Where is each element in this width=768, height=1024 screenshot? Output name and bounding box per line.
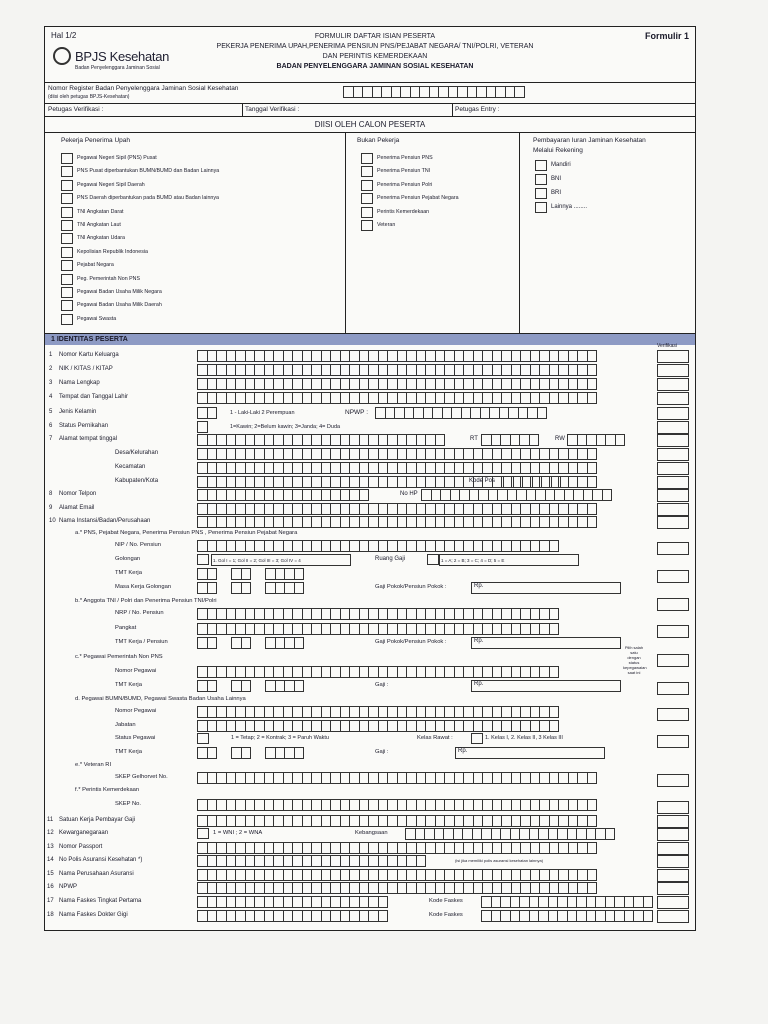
verification-box[interactable] xyxy=(657,462,689,475)
gaji-label: Gaji : xyxy=(375,682,389,688)
nopeg-boxes[interactable] xyxy=(197,706,558,718)
field-label: Tempat dan Tanggal Lahir xyxy=(59,394,128,400)
pilih-note: Pilih salah satu dengan status kepegawaian saat ini xyxy=(623,645,647,675)
page-indicator: Hal 1/2 xyxy=(51,31,77,40)
status-box[interactable] xyxy=(197,421,207,433)
option-label: Penerima Pensiun PNS xyxy=(377,155,433,161)
verification-box[interactable] xyxy=(657,654,689,667)
verification-box[interactable] xyxy=(657,489,689,502)
verification-box[interactable] xyxy=(657,421,689,434)
subfield-label: SKEP No. xyxy=(115,801,141,807)
checkbox-pekerja-11[interactable] xyxy=(61,300,73,311)
kelas-box[interactable] xyxy=(471,733,483,744)
hp-boxes[interactable] xyxy=(421,489,611,501)
subfield-label: Nomor Pegawai xyxy=(115,668,157,674)
npwp-label: NPWP : xyxy=(345,409,368,416)
checkbox-bukan-pekerja-5[interactable] xyxy=(361,220,373,231)
field-label: Nama Faskes Dokter Gigi xyxy=(59,912,128,918)
option-label: Veteran xyxy=(377,222,396,228)
verification-box[interactable] xyxy=(657,598,689,611)
register-number-boxes[interactable] xyxy=(343,86,524,98)
row-number: 5 xyxy=(49,409,53,415)
subfield-label: NIP / No. Pensiun xyxy=(115,542,161,548)
row-number: 12 xyxy=(47,830,54,836)
subfield-label: c.* Pegawai Pemerintah Non PNS xyxy=(75,654,163,660)
checkbox-pekerja-4[interactable] xyxy=(61,207,73,218)
option-label: PNS Pusat diperbantukan BUMN/BUMD dan Badan Lainnya xyxy=(77,168,220,175)
option-label: Kepolisian Republik Indonesia xyxy=(77,248,148,255)
pangkat-boxes[interactable] xyxy=(197,623,558,635)
kewarganegaraan-box[interactable] xyxy=(197,828,209,839)
verification-box[interactable] xyxy=(657,815,689,828)
input-boxes[interactable] xyxy=(197,448,596,460)
verification-row: Petugas Verifikasi : Tanggal Verifikasi : Petugas Entry : xyxy=(45,104,695,117)
checkbox-bukan-pekerja-1[interactable] xyxy=(361,166,373,177)
field-label: NPWP xyxy=(59,884,77,890)
option-label: Mandiri xyxy=(551,162,571,168)
row-number: 14 xyxy=(47,857,54,863)
nopeg-boxes[interactable] xyxy=(197,666,558,678)
checkbox-pekerja-10[interactable] xyxy=(61,287,73,298)
row-number: 8 xyxy=(49,491,53,497)
option-label: TNI Angkatan Udara xyxy=(77,235,125,242)
gaji-pokok-label: Gaji Pokok/Pensiun Pokok : xyxy=(375,639,447,645)
subfield-label: Masa Kerja Golongan xyxy=(115,584,172,590)
subfield-label: SKEP Gelhorvet No. xyxy=(115,774,168,780)
verification-box[interactable] xyxy=(657,682,689,695)
verification-box[interactable] xyxy=(657,434,689,447)
input-boxes[interactable] xyxy=(197,378,596,390)
checkbox-bukan-pekerja-3[interactable] xyxy=(361,193,373,204)
date-boxes[interactable] xyxy=(197,568,216,580)
subfield-label: Golongan xyxy=(115,556,141,562)
marital-options: 1=Kawin; 2=Belum kawin; 3=Janda; 4= Duda xyxy=(230,424,341,430)
date-boxes[interactable] xyxy=(197,747,216,759)
row-number: 11 xyxy=(47,817,54,823)
subfield-label: TMT Kerja / Pensiun xyxy=(115,639,168,645)
checkbox-bank-1[interactable] xyxy=(535,174,547,185)
date-boxes[interactable] xyxy=(231,637,250,649)
faskes-name-boxes[interactable] xyxy=(197,910,387,922)
checkbox-pekerja-5[interactable] xyxy=(61,220,73,231)
row-number: 3 xyxy=(49,380,53,386)
input-boxes[interactable] xyxy=(197,364,596,376)
ruang-label: Ruang Gaji xyxy=(375,556,406,562)
input-boxes[interactable] xyxy=(197,462,596,474)
hp-label: No HP xyxy=(400,491,418,497)
option-label: Pegawai Negeri Sipil (PNS) Pusat xyxy=(77,155,157,161)
identity-band: 1 IDENTITAS PESERTA xyxy=(45,334,695,345)
gender-options: 1 - Laki-Laki 2 Perempuan xyxy=(230,410,295,416)
subfield-label: Nomor Pegawai xyxy=(115,708,157,714)
form-title: FORMULIR DAFTAR ISIAN PESERTA PEKERJA PENERIMA UPAH,PENERIMA PENSIUN PNS/PEJABAT NEGARA/ TNI/POLRI, VETERAN DAN PERINTIS KEMERDEKAAN BADAN PENYELENGGARA JAMINAN SOSIAL KESEHATAN xyxy=(216,33,534,70)
gaji-field[interactable]: Rp. xyxy=(471,582,621,594)
year-boxes[interactable] xyxy=(265,582,303,594)
kode-faskes-boxes[interactable] xyxy=(481,910,652,922)
year-boxes[interactable] xyxy=(265,637,303,649)
field-label: Nomor Telpon xyxy=(59,491,97,497)
golongan-box[interactable] xyxy=(197,554,209,565)
date-boxes[interactable] xyxy=(231,680,250,692)
gaji-label: Gaji : xyxy=(375,749,389,755)
option-label: Pejabat Negara xyxy=(77,262,114,269)
checkbox-pekerja-9[interactable] xyxy=(61,274,73,285)
field-label: Jenis Kelamin xyxy=(59,409,97,415)
kode-faskes-label: Kode Faskes xyxy=(429,912,463,918)
participant-type-section: Pekerja Penerima Upah Bukan Pekerja Pembayaran Iuran Jaminan Kesehatan Melalui Rekening Pegawai Negeri Sipil (PNS) Pusat PNS Pusat diperbantukan BUMN/BUMD dan Badan Lainnya Pegawai Negeri Sipil Daerah PNS Daerah diperbantukan pada BUMD atau Badan lainnya TNI Angkatan Darat TNI Angkatan Laut TNI Angkatan Udara Kepolisian Republik Indonesia Pejabat Negara Peg. Pemerintah Non PNS Pegawai Badan Usaha Milik Negara Pegawai Badan Usaha Milik Daerah Pegawai Swasta Penerima Pensiun PNS Penerima Pensiun TNI Penerima Pensiun Polri Penerima Pensiun Pejabat Negara Perintis Kemerdekaan Veteran Mandiri BNI BRI Lainnya ........ xyxy=(45,133,695,334)
subfield-label: NRP / No. Pensiun xyxy=(115,610,164,616)
field-label: Kabupaten/Kota xyxy=(115,478,159,484)
verification-box[interactable] xyxy=(657,774,689,787)
row-number: 9 xyxy=(49,505,53,511)
gaji-field[interactable]: Rp. xyxy=(455,747,605,759)
option-label: BNI xyxy=(551,176,562,182)
verification-box[interactable] xyxy=(657,869,689,882)
nrp-boxes[interactable] xyxy=(197,608,558,620)
row-number: 4 xyxy=(49,394,53,400)
jabatan-boxes[interactable] xyxy=(197,720,558,732)
year-boxes[interactable] xyxy=(265,747,303,759)
field-label: No Polis Asuransi Kesehatan *) xyxy=(59,857,143,863)
verification-box[interactable] xyxy=(657,516,689,529)
kode-faskes-boxes[interactable] xyxy=(481,896,652,908)
option-label: Pegawai Badan Usaha Milik Daerah xyxy=(77,302,162,309)
checkbox-pekerja-12[interactable] xyxy=(61,314,73,325)
row-number: 1 xyxy=(49,352,53,358)
input-boxes[interactable] xyxy=(197,882,596,894)
row-number: 18 xyxy=(47,912,54,918)
verification-box[interactable] xyxy=(657,735,689,748)
verification-box[interactable] xyxy=(657,378,689,391)
row-number: 16 xyxy=(47,884,54,890)
verification-box[interactable] xyxy=(657,476,689,489)
checkbox-pekerja-6[interactable] xyxy=(61,233,73,244)
form-sheet xyxy=(44,26,696,931)
status-options: 1 = Tetap; 2 = Kontrak; 3 = Paruh Waktu xyxy=(231,735,329,741)
input-boxes[interactable] xyxy=(197,842,596,854)
option-label: Pegawai Swasta xyxy=(77,315,117,322)
kodepos-label: Kode Pos xyxy=(469,478,496,484)
verification-box[interactable] xyxy=(657,828,689,841)
subfield-label: TMT Kerja xyxy=(115,749,142,755)
rw-boxes[interactable] xyxy=(567,434,624,446)
year-boxes[interactable] xyxy=(265,680,303,692)
instansi-boxes[interactable] xyxy=(197,516,596,528)
option-label: Penerima Pensiun Pejabat Negara xyxy=(377,195,459,202)
date-boxes[interactable] xyxy=(231,747,250,759)
row-number: 13 xyxy=(47,844,54,850)
date-boxes[interactable] xyxy=(197,680,216,692)
checkbox-pekerja-3[interactable] xyxy=(61,193,73,204)
row-number: 6 xyxy=(49,423,53,429)
row-number: 15 xyxy=(47,871,54,877)
verification-column-label: Verifikasi xyxy=(657,343,678,349)
register-row: Nomor Register Badan Penyelenggara Jaminan Sosial Kesehatan (diisi oleh petugas BPJS-Kesehatan) xyxy=(45,83,695,104)
input-boxes[interactable] xyxy=(197,869,596,881)
checkbox-pekerja-2[interactable] xyxy=(61,180,73,191)
subfield-label: Jabatan xyxy=(115,722,136,728)
year-boxes[interactable] xyxy=(265,568,303,580)
kebangsaan-boxes[interactable] xyxy=(405,828,614,840)
checkbox-pekerja-8[interactable] xyxy=(61,260,73,271)
field-label: Satuan Kerja Pembayar Gaji xyxy=(59,817,136,823)
subfield-label: b.* Anggota TNI / Polri dan Penerima Pensiun TNI/Polri xyxy=(75,598,217,604)
verification-box[interactable] xyxy=(657,364,689,377)
option-label: Penerima Pensiun Polri xyxy=(377,181,433,188)
option-label: Pegawai Badan Usaha Milik Negara xyxy=(77,289,162,295)
verification-box[interactable] xyxy=(657,896,689,909)
subfield-label: a.* PNS, Pejabat Negara, Penerima Pensiun PNS , Penerima Pensiun Pejabat Negara xyxy=(75,530,298,536)
gaji-field[interactable]: Rp. xyxy=(471,637,621,649)
input-boxes[interactable] xyxy=(197,407,216,419)
verification-box[interactable] xyxy=(657,542,689,555)
field-label: Status Pernikahan xyxy=(59,423,109,429)
field-label: Nama Instansi/Badan/Perusahaan xyxy=(59,518,151,524)
field-label: Nomor Kartu Keluarga xyxy=(59,352,119,358)
subfield-label: f.* Perintis Kemerdekaan xyxy=(75,787,140,793)
field-label: Nama Perusahaan Asuransi xyxy=(59,871,134,877)
subfield-label: e.* Veteran RI xyxy=(75,762,112,768)
checkbox-bank-0[interactable] xyxy=(535,160,547,171)
verification-box[interactable] xyxy=(657,625,689,638)
field-label: Nama Lengkap xyxy=(59,380,100,386)
email-boxes[interactable] xyxy=(197,503,596,515)
verification-box[interactable] xyxy=(657,407,689,420)
subfield-label: d. Pegawai BUMN/BUMD, Pegawai Swasta Badan Usaha Lainnya xyxy=(75,696,246,702)
field-label: Alamat Email xyxy=(59,505,95,511)
phone-boxes[interactable] xyxy=(197,489,368,501)
logo-subtitle: Badan Penyelenggara Jaminan Sosial xyxy=(75,65,160,71)
gaji-field[interactable]: Rp. xyxy=(471,680,621,692)
field-label: Desa/Kelurahan xyxy=(115,450,159,456)
verification-box[interactable] xyxy=(657,842,689,855)
option-label: Lainnya ........ xyxy=(551,204,588,210)
input-boxes[interactable] xyxy=(197,350,596,362)
row-number: 17 xyxy=(47,898,54,904)
row-number: 2 xyxy=(49,366,53,372)
checkbox-pekerja-7[interactable] xyxy=(61,247,73,258)
npwp-boxes[interactable] xyxy=(375,407,546,419)
date-boxes[interactable] xyxy=(231,568,250,580)
polis-boxes[interactable] xyxy=(197,855,425,867)
kodepos-boxes[interactable] xyxy=(503,476,560,488)
option-label: Perintis Kemerdekaan xyxy=(377,208,430,215)
verification-box[interactable] xyxy=(657,570,689,583)
skep-boxes[interactable] xyxy=(197,799,596,811)
asuransi-note: (isi jika memiliki polis asuransi kesehatan lainnya) xyxy=(455,858,544,863)
rt-label: RT xyxy=(470,436,478,442)
option-label: Pegawai Negeri Sipil Daerah xyxy=(77,181,145,188)
checkbox-bank-2[interactable] xyxy=(535,188,547,199)
row-number: 7 xyxy=(49,436,53,442)
input-boxes[interactable] xyxy=(197,815,596,827)
subfield-label: Status Pegawai xyxy=(115,735,156,741)
bpjs-logo: BPJS Kesehatan xyxy=(53,47,169,65)
field-label: Nama Faskes Tingkat Pertama xyxy=(59,898,142,904)
checkbox-bukan-pekerja-4[interactable] xyxy=(361,207,373,218)
verification-box[interactable] xyxy=(657,503,689,516)
subfield-label: Pangkat xyxy=(115,625,137,631)
option-label: TNI Angkatan Laut xyxy=(77,222,121,228)
row-number: 10 xyxy=(49,518,56,524)
verification-box[interactable] xyxy=(657,882,689,895)
kebangsaan-label: Kebangsaan xyxy=(355,830,388,836)
date-boxes[interactable] xyxy=(197,582,216,594)
verification-box[interactable] xyxy=(657,910,689,923)
skep-boxes[interactable] xyxy=(197,772,596,784)
logo-icon xyxy=(53,47,71,65)
checkbox-bukan-pekerja-2[interactable] xyxy=(361,180,373,191)
field-label: Kewarganegaraan xyxy=(59,830,109,836)
golongan-options: 1. Gol I = 1; Gol II = 2; Gol III = 3; Gol IV = 4 xyxy=(211,554,351,566)
rw-label: RW xyxy=(555,436,565,442)
rt-boxes[interactable] xyxy=(481,434,538,446)
checkbox-bukan-pekerja-0[interactable] xyxy=(361,153,373,164)
field-label: Alamat tempat tinggal xyxy=(59,436,118,442)
option-label: PNS Daerah diperbantukan pada BUMD atau Badan lainnya xyxy=(77,195,219,202)
verification-box[interactable] xyxy=(657,350,689,363)
checkbox-pekerja-0[interactable] xyxy=(61,153,73,164)
form-number: Formulir 1 xyxy=(644,31,689,41)
checkbox-pekerja-1[interactable] xyxy=(61,166,73,177)
field-label: NIK / KITAS / KITAP xyxy=(59,366,113,372)
input-boxes[interactable] xyxy=(197,392,596,404)
checkbox-bank-3[interactable] xyxy=(535,202,547,213)
gaji-pokok-label: Gaji Pokok/Pensiun Pokok : xyxy=(375,584,447,590)
wni-options: 1 = WNI ; 2 = WNA xyxy=(213,830,263,836)
form-header xyxy=(45,27,695,83)
input-boxes[interactable] xyxy=(197,434,444,446)
subfield-label: TMT Kerja xyxy=(115,682,142,688)
verification-box[interactable] xyxy=(657,392,689,405)
section-head: DIISI OLEH CALON PESERTA xyxy=(45,117,695,133)
status-pegawai-box[interactable] xyxy=(197,733,209,744)
ruang-options: 1 = A; 2 = B; 3 = C; 4 = D; 5 = E xyxy=(439,554,579,566)
kode-faskes-label: Kode Faskes xyxy=(429,898,463,904)
verification-box[interactable] xyxy=(657,708,689,721)
option-label: Penerima Pensiun TNI xyxy=(377,168,431,175)
verification-box[interactable] xyxy=(657,448,689,461)
option-label: TNI Angkatan Darat xyxy=(77,208,124,215)
kelas-label: Kelas Rawat : xyxy=(417,735,453,741)
verification-box[interactable] xyxy=(657,855,689,868)
ruang-box[interactable] xyxy=(427,554,439,565)
field-label: Nomor Passport xyxy=(59,844,103,850)
nip-boxes[interactable] xyxy=(197,540,558,552)
verification-box[interactable] xyxy=(657,801,689,814)
date-boxes[interactable] xyxy=(231,582,250,594)
field-label: Kecamatan xyxy=(115,464,146,470)
option-label: BRI xyxy=(551,190,562,196)
date-boxes[interactable] xyxy=(197,637,216,649)
kelas-options: 1. Kelas I, 2. Kelas II, 3 Kelas III xyxy=(485,735,563,741)
subfield-label: TMT Kerja xyxy=(115,570,142,576)
option-label: Peg. Pemerintah Non PNS xyxy=(77,275,141,282)
faskes-name-boxes[interactable] xyxy=(197,896,387,908)
